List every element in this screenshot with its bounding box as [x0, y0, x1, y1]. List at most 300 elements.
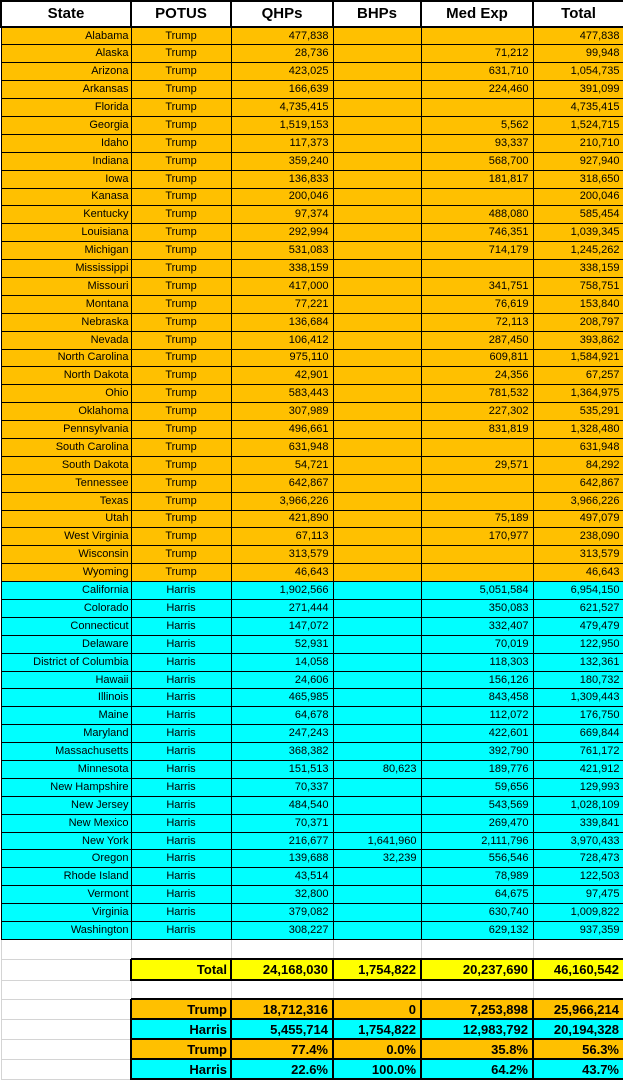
cell-bhps[interactable]	[333, 134, 421, 152]
cell-state[interactable]: Delaware	[1, 635, 131, 653]
cell-bhps[interactable]	[333, 904, 421, 922]
cell-state[interactable]: Alaska	[1, 45, 131, 63]
cell-medexp[interactable]: 5,051,584	[421, 582, 533, 600]
column-header-potus[interactable]: POTUS	[131, 1, 231, 27]
cell-medexp[interactable]	[421, 492, 533, 510]
cell-potus[interactable]: Trump	[131, 152, 231, 170]
cell-medexp[interactable]	[421, 188, 533, 206]
summary-label-harris[interactable]: Harris	[131, 1019, 231, 1039]
cell-state[interactable]: North Dakota	[1, 367, 131, 385]
cell-state[interactable]: Idaho	[1, 134, 131, 152]
cell-total[interactable]: 1,309,443	[533, 689, 623, 707]
cell-qhps[interactable]: 307,989	[231, 403, 333, 421]
cell-total[interactable]: 1,009,822	[533, 904, 623, 922]
cell-medexp[interactable]: 341,751	[421, 277, 533, 295]
cell-medexp[interactable]: 831,819	[421, 421, 533, 439]
cell-medexp[interactable]: 629,132	[421, 922, 533, 940]
summary-cell-total[interactable]: 20,194,328	[533, 1019, 623, 1039]
cell-state[interactable]: District of Columbia	[1, 653, 131, 671]
cell-total[interactable]: 338,159	[533, 260, 623, 278]
cell-qhps[interactable]: 271,444	[231, 600, 333, 618]
cell-qhps[interactable]: 531,083	[231, 242, 333, 260]
cell-medexp[interactable]: 556,546	[421, 850, 533, 868]
cell-medexp[interactable]: 64,675	[421, 886, 533, 904]
cell-state[interactable]: Louisiana	[1, 224, 131, 242]
cell-state[interactable]: Nebraska	[1, 313, 131, 331]
cell-potus[interactable]: Trump	[131, 331, 231, 349]
cell-medexp[interactable]: 543,569	[421, 796, 533, 814]
cell-state[interactable]: Indiana	[1, 152, 131, 170]
cell-state[interactable]: New Mexico	[1, 814, 131, 832]
cell-total[interactable]: 585,454	[533, 206, 623, 224]
cell-total[interactable]: 1,039,345	[533, 224, 623, 242]
cell-total[interactable]: 99,948	[533, 45, 623, 63]
cell-potus[interactable]: Trump	[131, 438, 231, 456]
cell-state[interactable]: Illinois	[1, 689, 131, 707]
cell-state[interactable]: Utah	[1, 510, 131, 528]
summary-cell-total[interactable]: 43.7%	[533, 1059, 623, 1079]
cell-bhps[interactable]	[333, 474, 421, 492]
cell-medexp[interactable]	[421, 474, 533, 492]
column-header-medexp[interactable]: Med Exp	[421, 1, 533, 27]
summary-label-harris[interactable]: Harris	[131, 1059, 231, 1079]
cell-total[interactable]: 122,950	[533, 635, 623, 653]
cell-medexp[interactable]: 488,080	[421, 206, 533, 224]
cell-total[interactable]: 3,970,433	[533, 832, 623, 850]
cell-bhps[interactable]	[333, 635, 421, 653]
cell-qhps[interactable]: 1,519,153	[231, 116, 333, 134]
cell-bhps[interactable]	[333, 689, 421, 707]
cell-medexp[interactable]: 93,337	[421, 134, 533, 152]
cell-bhps[interactable]	[333, 403, 421, 421]
summary-cell-qhps[interactable]: 77.4%	[231, 1039, 333, 1059]
cell-bhps[interactable]	[333, 45, 421, 63]
cell-bhps[interactable]	[333, 116, 421, 134]
cell-bhps[interactable]: 80,623	[333, 761, 421, 779]
cell-state[interactable]: Mississippi	[1, 260, 131, 278]
cell-total[interactable]: 761,172	[533, 743, 623, 761]
cell-qhps[interactable]: 147,072	[231, 617, 333, 635]
cell-medexp[interactable]: 112,072	[421, 707, 533, 725]
cell-state[interactable]: Iowa	[1, 170, 131, 188]
empty-cell[interactable]	[421, 980, 533, 999]
cell-medexp[interactable]: 59,656	[421, 778, 533, 796]
cell-bhps[interactable]	[333, 421, 421, 439]
cell-potus[interactable]: Harris	[131, 635, 231, 653]
cell-medexp[interactable]: 714,179	[421, 242, 533, 260]
empty-cell[interactable]	[231, 939, 333, 959]
cell-total[interactable]: 477,838	[533, 27, 623, 45]
cell-total[interactable]: 132,361	[533, 653, 623, 671]
cell-medexp[interactable]: 5,562	[421, 116, 533, 134]
cell-bhps[interactable]	[333, 260, 421, 278]
cell-total[interactable]: 642,867	[533, 474, 623, 492]
cell-qhps[interactable]: 54,721	[231, 456, 333, 474]
cell-potus[interactable]: Trump	[131, 99, 231, 117]
cell-state[interactable]: Minnesota	[1, 761, 131, 779]
cell-total[interactable]: 535,291	[533, 403, 623, 421]
cell-potus[interactable]: Trump	[131, 546, 231, 564]
cell-bhps[interactable]	[333, 868, 421, 886]
cell-qhps[interactable]: 106,412	[231, 331, 333, 349]
empty-cell[interactable]	[533, 939, 623, 959]
cell-state[interactable]: Wyoming	[1, 564, 131, 582]
cell-qhps[interactable]: 32,800	[231, 886, 333, 904]
cell-potus[interactable]: Trump	[131, 421, 231, 439]
cell-total[interactable]: 631,948	[533, 438, 623, 456]
cell-potus[interactable]: Trump	[131, 188, 231, 206]
cell-qhps[interactable]: 46,643	[231, 564, 333, 582]
cell-potus[interactable]: Harris	[131, 868, 231, 886]
summary-cell-medexp[interactable]: 12,983,792	[421, 1019, 533, 1039]
cell-qhps[interactable]: 136,833	[231, 170, 333, 188]
cell-medexp[interactable]: 70,019	[421, 635, 533, 653]
cell-state[interactable]: Washington	[1, 922, 131, 940]
cell-medexp[interactable]: 422,601	[421, 725, 533, 743]
cell-state[interactable]: New York	[1, 832, 131, 850]
cell-bhps[interactable]: 32,239	[333, 850, 421, 868]
column-header-total[interactable]: Total	[533, 1, 623, 27]
cell-potus[interactable]: Trump	[131, 81, 231, 99]
summary-cell-qhps[interactable]: 24,168,030	[231, 959, 333, 980]
summary-cell-medexp[interactable]: 7,253,898	[421, 999, 533, 1019]
cell-total[interactable]: 46,643	[533, 564, 623, 582]
summary-label-trump[interactable]: Trump	[131, 999, 231, 1019]
empty-cell[interactable]	[131, 980, 231, 999]
cell-bhps[interactable]	[333, 170, 421, 188]
cell-total[interactable]: 1,054,735	[533, 63, 623, 81]
cell-qhps[interactable]: 975,110	[231, 349, 333, 367]
cell-total[interactable]: 4,735,415	[533, 99, 623, 117]
cell-potus[interactable]: Trump	[131, 242, 231, 260]
summary-cell-medexp[interactable]: 20,237,690	[421, 959, 533, 980]
cell-potus[interactable]: Harris	[131, 689, 231, 707]
cell-potus[interactable]: Trump	[131, 224, 231, 242]
cell-medexp[interactable]: 181,817	[421, 170, 533, 188]
cell-potus[interactable]: Harris	[131, 707, 231, 725]
cell-potus[interactable]: Trump	[131, 349, 231, 367]
cell-state[interactable]: Rhode Island	[1, 868, 131, 886]
cell-state[interactable]: Alabama	[1, 27, 131, 45]
empty-cell[interactable]	[1, 939, 131, 959]
summary-cell-total[interactable]: 25,966,214	[533, 999, 623, 1019]
cell-bhps[interactable]	[333, 582, 421, 600]
cell-medexp[interactable]: 71,212	[421, 45, 533, 63]
cell-bhps[interactable]	[333, 349, 421, 367]
cell-medexp[interactable]	[421, 260, 533, 278]
cell-state[interactable]: Michigan	[1, 242, 131, 260]
cell-total[interactable]: 153,840	[533, 295, 623, 313]
cell-potus[interactable]: Harris	[131, 904, 231, 922]
cell-potus[interactable]: Trump	[131, 277, 231, 295]
cell-state[interactable]: Maryland	[1, 725, 131, 743]
cell-potus[interactable]: Harris	[131, 814, 231, 832]
empty-cell[interactable]	[1, 980, 131, 999]
cell-potus[interactable]: Harris	[131, 832, 231, 850]
cell-potus[interactable]: Trump	[131, 116, 231, 134]
cell-qhps[interactable]: 64,678	[231, 707, 333, 725]
cell-bhps[interactable]: 1,641,960	[333, 832, 421, 850]
cell-qhps[interactable]: 24,606	[231, 671, 333, 689]
empty-cell[interactable]	[333, 980, 421, 999]
cell-total[interactable]: 497,079	[533, 510, 623, 528]
cell-total[interactable]: 758,751	[533, 277, 623, 295]
cell-total[interactable]: 1,028,109	[533, 796, 623, 814]
cell-total[interactable]: 621,527	[533, 600, 623, 618]
cell-state[interactable]: Texas	[1, 492, 131, 510]
cell-qhps[interactable]: 292,994	[231, 224, 333, 242]
summary-label-trump[interactable]: Trump	[131, 1039, 231, 1059]
cell-potus[interactable]: Trump	[131, 313, 231, 331]
cell-qhps[interactable]: 166,639	[231, 81, 333, 99]
summary-cell-qhps[interactable]: 18,712,316	[231, 999, 333, 1019]
cell-medexp[interactable]: 156,126	[421, 671, 533, 689]
summary-label-total[interactable]: Total	[131, 959, 231, 980]
cell-bhps[interactable]	[333, 438, 421, 456]
cell-potus[interactable]: Harris	[131, 653, 231, 671]
cell-medexp[interactable]: 24,356	[421, 367, 533, 385]
empty-cell[interactable]	[1, 959, 131, 980]
cell-medexp[interactable]: 72,113	[421, 313, 533, 331]
cell-bhps[interactable]	[333, 671, 421, 689]
cell-state[interactable]: Kanasa	[1, 188, 131, 206]
cell-qhps[interactable]: 151,513	[231, 761, 333, 779]
cell-potus[interactable]: Trump	[131, 134, 231, 152]
cell-total[interactable]: 1,364,975	[533, 385, 623, 403]
cell-state[interactable]: Arizona	[1, 63, 131, 81]
cell-state[interactable]: Oklahoma	[1, 403, 131, 421]
cell-potus[interactable]: Trump	[131, 45, 231, 63]
cell-potus[interactable]: Harris	[131, 600, 231, 618]
cell-bhps[interactable]	[333, 295, 421, 313]
cell-bhps[interactable]	[333, 492, 421, 510]
cell-medexp[interactable]: 227,302	[421, 403, 533, 421]
cell-state[interactable]: Maine	[1, 707, 131, 725]
cell-total[interactable]: 1,584,921	[533, 349, 623, 367]
cell-total[interactable]: 210,710	[533, 134, 623, 152]
cell-potus[interactable]: Trump	[131, 510, 231, 528]
cell-potus[interactable]: Trump	[131, 367, 231, 385]
cell-medexp[interactable]: 76,619	[421, 295, 533, 313]
cell-potus[interactable]: Harris	[131, 886, 231, 904]
cell-medexp[interactable]: 189,776	[421, 761, 533, 779]
cell-medexp[interactable]: 224,460	[421, 81, 533, 99]
cell-total[interactable]: 1,524,715	[533, 116, 623, 134]
cell-state[interactable]: Ohio	[1, 385, 131, 403]
summary-cell-bhps[interactable]: 1,754,822	[333, 1019, 421, 1039]
cell-medexp[interactable]: 170,977	[421, 528, 533, 546]
cell-bhps[interactable]	[333, 367, 421, 385]
cell-total[interactable]: 67,257	[533, 367, 623, 385]
cell-total[interactable]: 84,292	[533, 456, 623, 474]
cell-bhps[interactable]	[333, 796, 421, 814]
summary-cell-qhps[interactable]: 5,455,714	[231, 1019, 333, 1039]
cell-qhps[interactable]: 338,159	[231, 260, 333, 278]
cell-total[interactable]: 129,993	[533, 778, 623, 796]
cell-state[interactable]: Oregon	[1, 850, 131, 868]
cell-qhps[interactable]: 52,931	[231, 635, 333, 653]
cell-qhps[interactable]: 97,374	[231, 206, 333, 224]
cell-total[interactable]: 421,912	[533, 761, 623, 779]
summary-cell-bhps[interactable]: 1,754,822	[333, 959, 421, 980]
cell-bhps[interactable]	[333, 778, 421, 796]
cell-qhps[interactable]: 379,082	[231, 904, 333, 922]
cell-qhps[interactable]: 136,684	[231, 313, 333, 331]
cell-state[interactable]: Arkansas	[1, 81, 131, 99]
cell-qhps[interactable]: 216,677	[231, 832, 333, 850]
cell-medexp[interactable]	[421, 438, 533, 456]
cell-potus[interactable]: Trump	[131, 456, 231, 474]
cell-medexp[interactable]: 843,458	[421, 689, 533, 707]
cell-state[interactable]: Pennsylvania	[1, 421, 131, 439]
cell-qhps[interactable]: 200,046	[231, 188, 333, 206]
cell-potus[interactable]: Harris	[131, 850, 231, 868]
cell-total[interactable]: 1,328,480	[533, 421, 623, 439]
cell-bhps[interactable]	[333, 277, 421, 295]
empty-cell[interactable]	[231, 980, 333, 999]
summary-cell-total[interactable]: 56.3%	[533, 1039, 623, 1059]
cell-state[interactable]: Georgia	[1, 116, 131, 134]
cell-potus[interactable]: Trump	[131, 564, 231, 582]
cell-qhps[interactable]: 308,227	[231, 922, 333, 940]
cell-total[interactable]: 200,046	[533, 188, 623, 206]
cell-medexp[interactable]	[421, 99, 533, 117]
empty-cell[interactable]	[1, 1019, 131, 1039]
cell-potus[interactable]: Trump	[131, 492, 231, 510]
cell-medexp[interactable]: 2,111,796	[421, 832, 533, 850]
cell-qhps[interactable]: 417,000	[231, 277, 333, 295]
cell-total[interactable]: 728,473	[533, 850, 623, 868]
cell-qhps[interactable]: 484,540	[231, 796, 333, 814]
cell-qhps[interactable]: 14,058	[231, 653, 333, 671]
empty-cell[interactable]	[533, 980, 623, 999]
cell-medexp[interactable]: 392,790	[421, 743, 533, 761]
empty-cell[interactable]	[1, 999, 131, 1019]
cell-total[interactable]: 313,579	[533, 546, 623, 564]
cell-total[interactable]: 479,479	[533, 617, 623, 635]
cell-medexp[interactable]: 332,407	[421, 617, 533, 635]
cell-bhps[interactable]	[333, 242, 421, 260]
cell-bhps[interactable]	[333, 385, 421, 403]
cell-medexp[interactable]: 568,700	[421, 152, 533, 170]
cell-total[interactable]: 669,844	[533, 725, 623, 743]
cell-qhps[interactable]: 423,025	[231, 63, 333, 81]
cell-medexp[interactable]: 350,083	[421, 600, 533, 618]
cell-total[interactable]: 180,732	[533, 671, 623, 689]
cell-qhps[interactable]: 421,890	[231, 510, 333, 528]
cell-state[interactable]: North Carolina	[1, 349, 131, 367]
cell-total[interactable]: 122,503	[533, 868, 623, 886]
cell-qhps[interactable]: 496,661	[231, 421, 333, 439]
cell-total[interactable]: 318,650	[533, 170, 623, 188]
cell-bhps[interactable]	[333, 63, 421, 81]
summary-cell-medexp[interactable]: 64.2%	[421, 1059, 533, 1079]
cell-state[interactable]: South Carolina	[1, 438, 131, 456]
cell-state[interactable]: Massachusetts	[1, 743, 131, 761]
cell-qhps[interactable]: 631,948	[231, 438, 333, 456]
cell-potus[interactable]: Trump	[131, 403, 231, 421]
cell-potus[interactable]: Harris	[131, 778, 231, 796]
cell-bhps[interactable]	[333, 313, 421, 331]
cell-potus[interactable]: Harris	[131, 671, 231, 689]
cell-bhps[interactable]	[333, 725, 421, 743]
cell-medexp[interactable]: 746,351	[421, 224, 533, 242]
cell-medexp[interactable]: 609,811	[421, 349, 533, 367]
empty-cell[interactable]	[131, 939, 231, 959]
cell-medexp[interactable]: 29,571	[421, 456, 533, 474]
cell-qhps[interactable]: 368,382	[231, 743, 333, 761]
cell-potus[interactable]: Trump	[131, 385, 231, 403]
cell-qhps[interactable]: 139,688	[231, 850, 333, 868]
cell-potus[interactable]: Harris	[131, 582, 231, 600]
cell-bhps[interactable]	[333, 653, 421, 671]
empty-cell[interactable]	[333, 939, 421, 959]
cell-bhps[interactable]	[333, 206, 421, 224]
cell-qhps[interactable]: 4,735,415	[231, 99, 333, 117]
cell-potus[interactable]: Harris	[131, 922, 231, 940]
cell-potus[interactable]: Trump	[131, 206, 231, 224]
cell-total[interactable]: 3,966,226	[533, 492, 623, 510]
cell-medexp[interactable]: 631,710	[421, 63, 533, 81]
cell-potus[interactable]: Trump	[131, 260, 231, 278]
cell-total[interactable]: 391,099	[533, 81, 623, 99]
cell-medexp[interactable]: 630,740	[421, 904, 533, 922]
cell-state[interactable]: Connecticut	[1, 617, 131, 635]
cell-qhps[interactable]: 70,371	[231, 814, 333, 832]
cell-bhps[interactable]	[333, 331, 421, 349]
cell-total[interactable]: 6,954,150	[533, 582, 623, 600]
cell-medexp[interactable]	[421, 27, 533, 45]
cell-state[interactable]: West Virginia	[1, 528, 131, 546]
cell-state[interactable]: Montana	[1, 295, 131, 313]
cell-potus[interactable]: Trump	[131, 170, 231, 188]
column-header-bhps[interactable]: BHPs	[333, 1, 421, 27]
cell-bhps[interactable]	[333, 510, 421, 528]
cell-qhps[interactable]: 43,514	[231, 868, 333, 886]
cell-bhps[interactable]	[333, 456, 421, 474]
cell-qhps[interactable]: 3,966,226	[231, 492, 333, 510]
cell-total[interactable]: 1,245,262	[533, 242, 623, 260]
cell-qhps[interactable]: 583,443	[231, 385, 333, 403]
cell-potus[interactable]: Harris	[131, 725, 231, 743]
cell-qhps[interactable]: 465,985	[231, 689, 333, 707]
empty-cell[interactable]	[421, 939, 533, 959]
cell-bhps[interactable]	[333, 600, 421, 618]
cell-qhps[interactable]: 77,221	[231, 295, 333, 313]
cell-potus[interactable]: Harris	[131, 761, 231, 779]
cell-state[interactable]: Florida	[1, 99, 131, 117]
cell-potus[interactable]: Harris	[131, 743, 231, 761]
cell-state[interactable]: Kentucky	[1, 206, 131, 224]
cell-potus[interactable]: Trump	[131, 528, 231, 546]
cell-bhps[interactable]	[333, 814, 421, 832]
cell-qhps[interactable]: 247,243	[231, 725, 333, 743]
cell-qhps[interactable]: 642,867	[231, 474, 333, 492]
cell-total[interactable]: 937,359	[533, 922, 623, 940]
empty-cell[interactable]	[1, 1059, 131, 1079]
cell-bhps[interactable]	[333, 81, 421, 99]
cell-total[interactable]: 238,090	[533, 528, 623, 546]
cell-state[interactable]: New Hampshire	[1, 778, 131, 796]
cell-total[interactable]: 176,750	[533, 707, 623, 725]
cell-total[interactable]: 339,841	[533, 814, 623, 832]
cell-bhps[interactable]	[333, 707, 421, 725]
summary-cell-bhps[interactable]: 0	[333, 999, 421, 1019]
cell-qhps[interactable]: 313,579	[231, 546, 333, 564]
cell-state[interactable]: Nevada	[1, 331, 131, 349]
cell-bhps[interactable]	[333, 99, 421, 117]
cell-potus[interactable]: Trump	[131, 27, 231, 45]
